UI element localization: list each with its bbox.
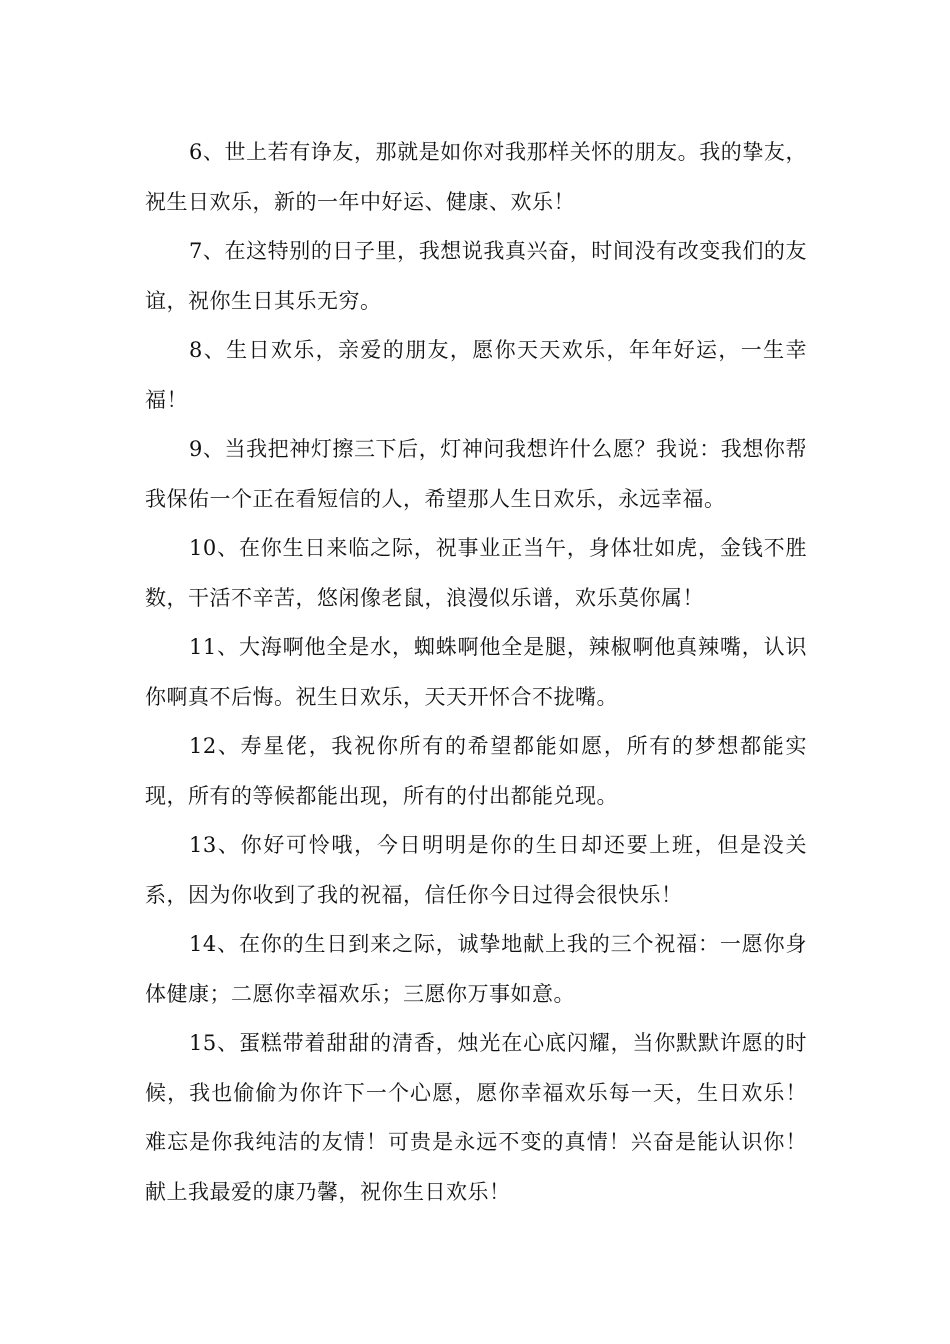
paragraph-12: 12、寿星佬，我祝你所有的希望都能如愿，所有的梦想都能实现，所有的等候都能出现，所有的付出都能兑现。 — [145, 734, 807, 808]
paragraph-11: 11、大海啊他全是水，蜘蛛啊他全是腿，辣椒啊他真辣嘴，认识你啊真不后悔。祝生日欢乐，天天开怀合不拢嘴。 — [145, 635, 807, 709]
paragraph-13: 13、你好可怜哦，今日明明是你的生日却还要上班，但是没关系，因为你收到了我的祝福，信任你今日过得会很快乐！ — [145, 833, 807, 907]
paragraph-8: 8、生日欢乐，亲爱的朋友，愿你天天欢乐，年年好运，一生幸福！ — [145, 338, 807, 412]
paragraph-10: 10、在你生日来临之际，祝事业正当午，身体壮如虎，金钱不胜数，干活不辛苦，悠闲像老鼠，浪漫似乐谱，欢乐莫你属！ — [145, 536, 807, 610]
paragraph-9: 9、当我把神灯擦三下后，灯神问我想许什么愿？我说：我想你帮我保佑一个正在看短信的人，希望那人生日欢乐，永远幸福。 — [145, 437, 807, 511]
paragraph-6: 6、世上若有诤友，那就是如你对我那样关怀的朋友。我的挚友，祝生日欢乐，新的一年中好运、健康、欢乐！ — [145, 140, 807, 214]
paragraph-7: 7、在这特别的日子里，我想说我真兴奋，时间没有改变我们的友谊，祝你生日其乐无穷。 — [145, 239, 807, 313]
document-body — [145, 128, 807, 1217]
paragraph-15: 15、蛋糕带着甜甜的清香，烛光在心底闪耀，当你默默许愿的时候，我也偷偷为你许下一个心愿，愿你幸福欢乐每一天，生日欢乐！难忘是你我纯洁的友情！可贵是永远不变的真情！兴奋是能认识你！献上我最爱的康乃馨，祝你生日欢乐！ — [145, 1031, 807, 1204]
paragraph-14: 14、在你的生日到来之际，诚挚地献上我的三个祝福：一愿你身体健康；二愿你幸福欢乐；三愿你万事如意。 — [145, 932, 807, 1006]
